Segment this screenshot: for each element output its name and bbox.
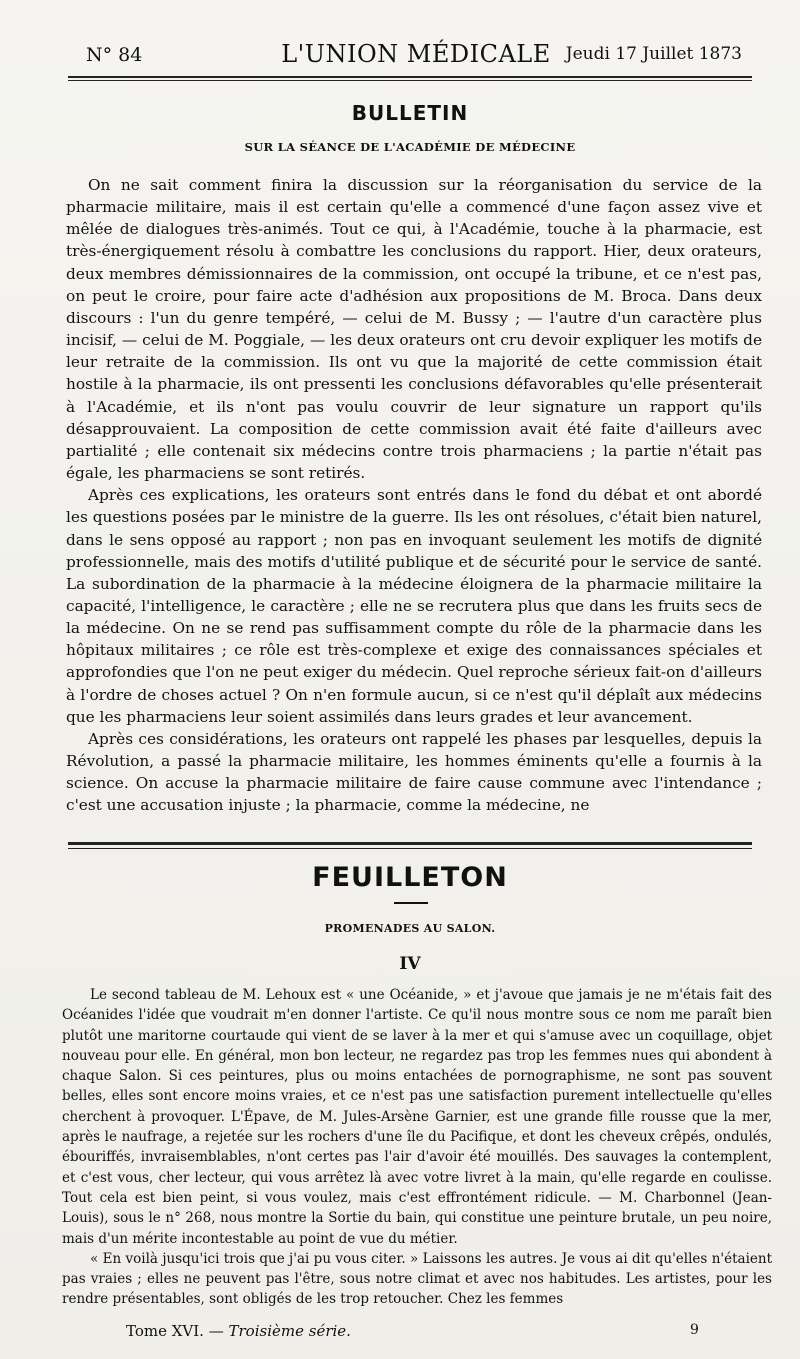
issue-number: N° 84 — [86, 44, 143, 66]
issue-date: Jeudi 17 Juillet 1873 — [565, 44, 742, 64]
header-rule-thin — [68, 80, 752, 81]
feuilleton-paragraph: Le second tableau de M. Lehoux est « une Océanide, » et j'avoue que jamais je ne m'étais fait des Océanides l'idée que voudrait m'en donner l'artiste. Ce qu'il nous montre sous ce nom me paraît bien plutôt une maritorne courtaude qui vient de se laver à la mer et qui s'amuse avec un coquillage, objet nouveau pour elle. En général, mon bon lecteur, ne regardez pas trop les femmes nues qui abondent à chaque Salon. Si ces peintures, plus ou moins entachées de pornographisme, ne sont pas souvent belles, elles sont encore moins vraies, et ce n'est pas une satisfaction purement intellectuelle qu'elles cherchent à provoquer. L'Épave, de M. Jules-Arsène Garnier, est une grande fille rousse que la mer, après le naufrage, a rejetée sur les rochers d'une île du Pacifique, et dont les cheveux crêpés, ondulés, ébouriffés, invraisemblables, n'ont certes pas l'air d'avoir été mouillés. Des sauvages la contemplent, et c'est vous, cher lecteur, qui vous arrêtez là avec votre livret à la main, qu'elle regarde en coulisse. Tout cela est bien peint, si vous voulez, mais c'est effrontément ridicule. — M. Charbonnel (Jean-Louis), sous le n° 268, nous montre la Sortie du bain, qui constitue une peinture brutale, un peu noire, mais d'un mérite incontestable au point de vue du métier. — [62, 987, 772, 1247]
page-header — [80, 40, 752, 80]
feuilleton-paragraph: « En voilà jusqu'ici trois que j'ai pu vous citer. » Laissons les autres. Je vous ai dit qu'elles n'étaient pas vraies ; elles ne peuvent pas l'être, sous notre climat et avec nos habitudes. Les artistes, pour les rendre présentables, sont obligés de les trop retoucher. Chez les femmes — [62, 1250, 772, 1308]
feuilleton-rule-thin — [68, 848, 752, 849]
section-number: IV — [399, 954, 421, 974]
bulletin-paragraph: On ne sait comment finira la discussion sur la réorganisation du service de la pharmacie militaire, mais il est certain qu'elle a commencé d'une façon assez vive et mêlée de dialogues très-animés. Tout ce qui, à l'Académie, touche à la pharmacie, est très-énergiquement résolu à combattre les conclusions du rapport. Hier, deux orateurs, deux membres démissionnaires de la commission, ont occupé la tribune, et ce n'est pas, on peut le croire, pour faire acte d'adhésion aux propositions de M. Broca. Dans deux discours : l'un du genre tempéré, — celui de M. Bussy ; — l'autre d'un caractère plus incisif, — celui de M. Poggiale, — les deux orateurs ont cru devoir expliquer les motifs de leur retraite de la commission. Ils ont vu que la majorité de cette commission était hostile à la pharmacie, ils ont pressenti les conclusions défavorables qu'elle présenterait à l'Académie, et ils n'ont pas voulu couvrir de leur signature un rapport qu'ils désapprouvaient. La composition de cette commission avait été faite d'ailleurs avec partialité ; elle contenait six médecins contre trois pharmaciens ; la partie n'était pas égale, les pharmaciens se sont retirés. — [66, 176, 762, 483]
footer-serie: Troisième série. — [228, 1322, 351, 1340]
feuilleton-subtitle: PROMENADES AU SALON. — [324, 922, 496, 935]
bulletin-subtitle: SUR LA SÉANCE DE L'ACADÉMIE DE MÉDECINE — [244, 140, 576, 154]
bulletin-body — [66, 174, 762, 817]
bulletin-paragraph: Après ces considérations, les orateurs ont rappelé les phases par lesquelles, depuis la Révolution, a passé la pharmacie militaire, les hommes éminents qu'elle a fournis à la science. On accuse la pharmacie militaire de faire cause commune avec l'intendance ; c'est une accusation injuste ; la pharmacie, comme la médecine, ne — [66, 729, 762, 815]
feuilleton-title: FEUILLETON — [312, 862, 508, 893]
header-rule-thick — [68, 76, 752, 78]
feuilleton-rule-thick — [68, 842, 752, 845]
journal-title: L'UNION MÉDICALE — [281, 40, 551, 68]
footer-tome: Tome XVI. — — [126, 1322, 224, 1340]
feuilleton-dash — [394, 902, 428, 904]
bulletin-title: BULLETIN — [351, 101, 469, 125]
page-number: 9 — [690, 1322, 699, 1338]
footer-volume — [126, 1322, 351, 1340]
feuilleton-body — [62, 985, 772, 1310]
bulletin-paragraph: Après ces explications, les orateurs sont entrés dans le fond du débat et ont abordé les questions posées par le ministre de la guerre. Ils les ont résolues, c'était bien naturel, dans le sens opposé au rapport ; non pas en invoquant seulement les motifs de dignité professionnelle, mais des motifs d'utilité publique et de sécurité pour le service de santé. La subordination de la pharmacie à la médecine éloignera de la pharmacie militaire la capacité, l'intelligence, le caractère ; elle ne se recrutera plus que dans les fruits secs de la médecine. On ne se rend pas suffisamment compte du rôle de la pharmacie dans les hôpitaux militaires ; ce rôle est très-complexe et exige des connaissances spéciales et approfondies que l'on ne peut exiger du médecin. Quel reproche sérieux fait-on d'ailleurs à l'ordre de choses actuel ? On n'en formule aucun, si ce n'est qu'il déplaît aux médecins que les pharmaciens leur soient assimilés dans leurs grades et leur avancement. — [66, 486, 762, 726]
